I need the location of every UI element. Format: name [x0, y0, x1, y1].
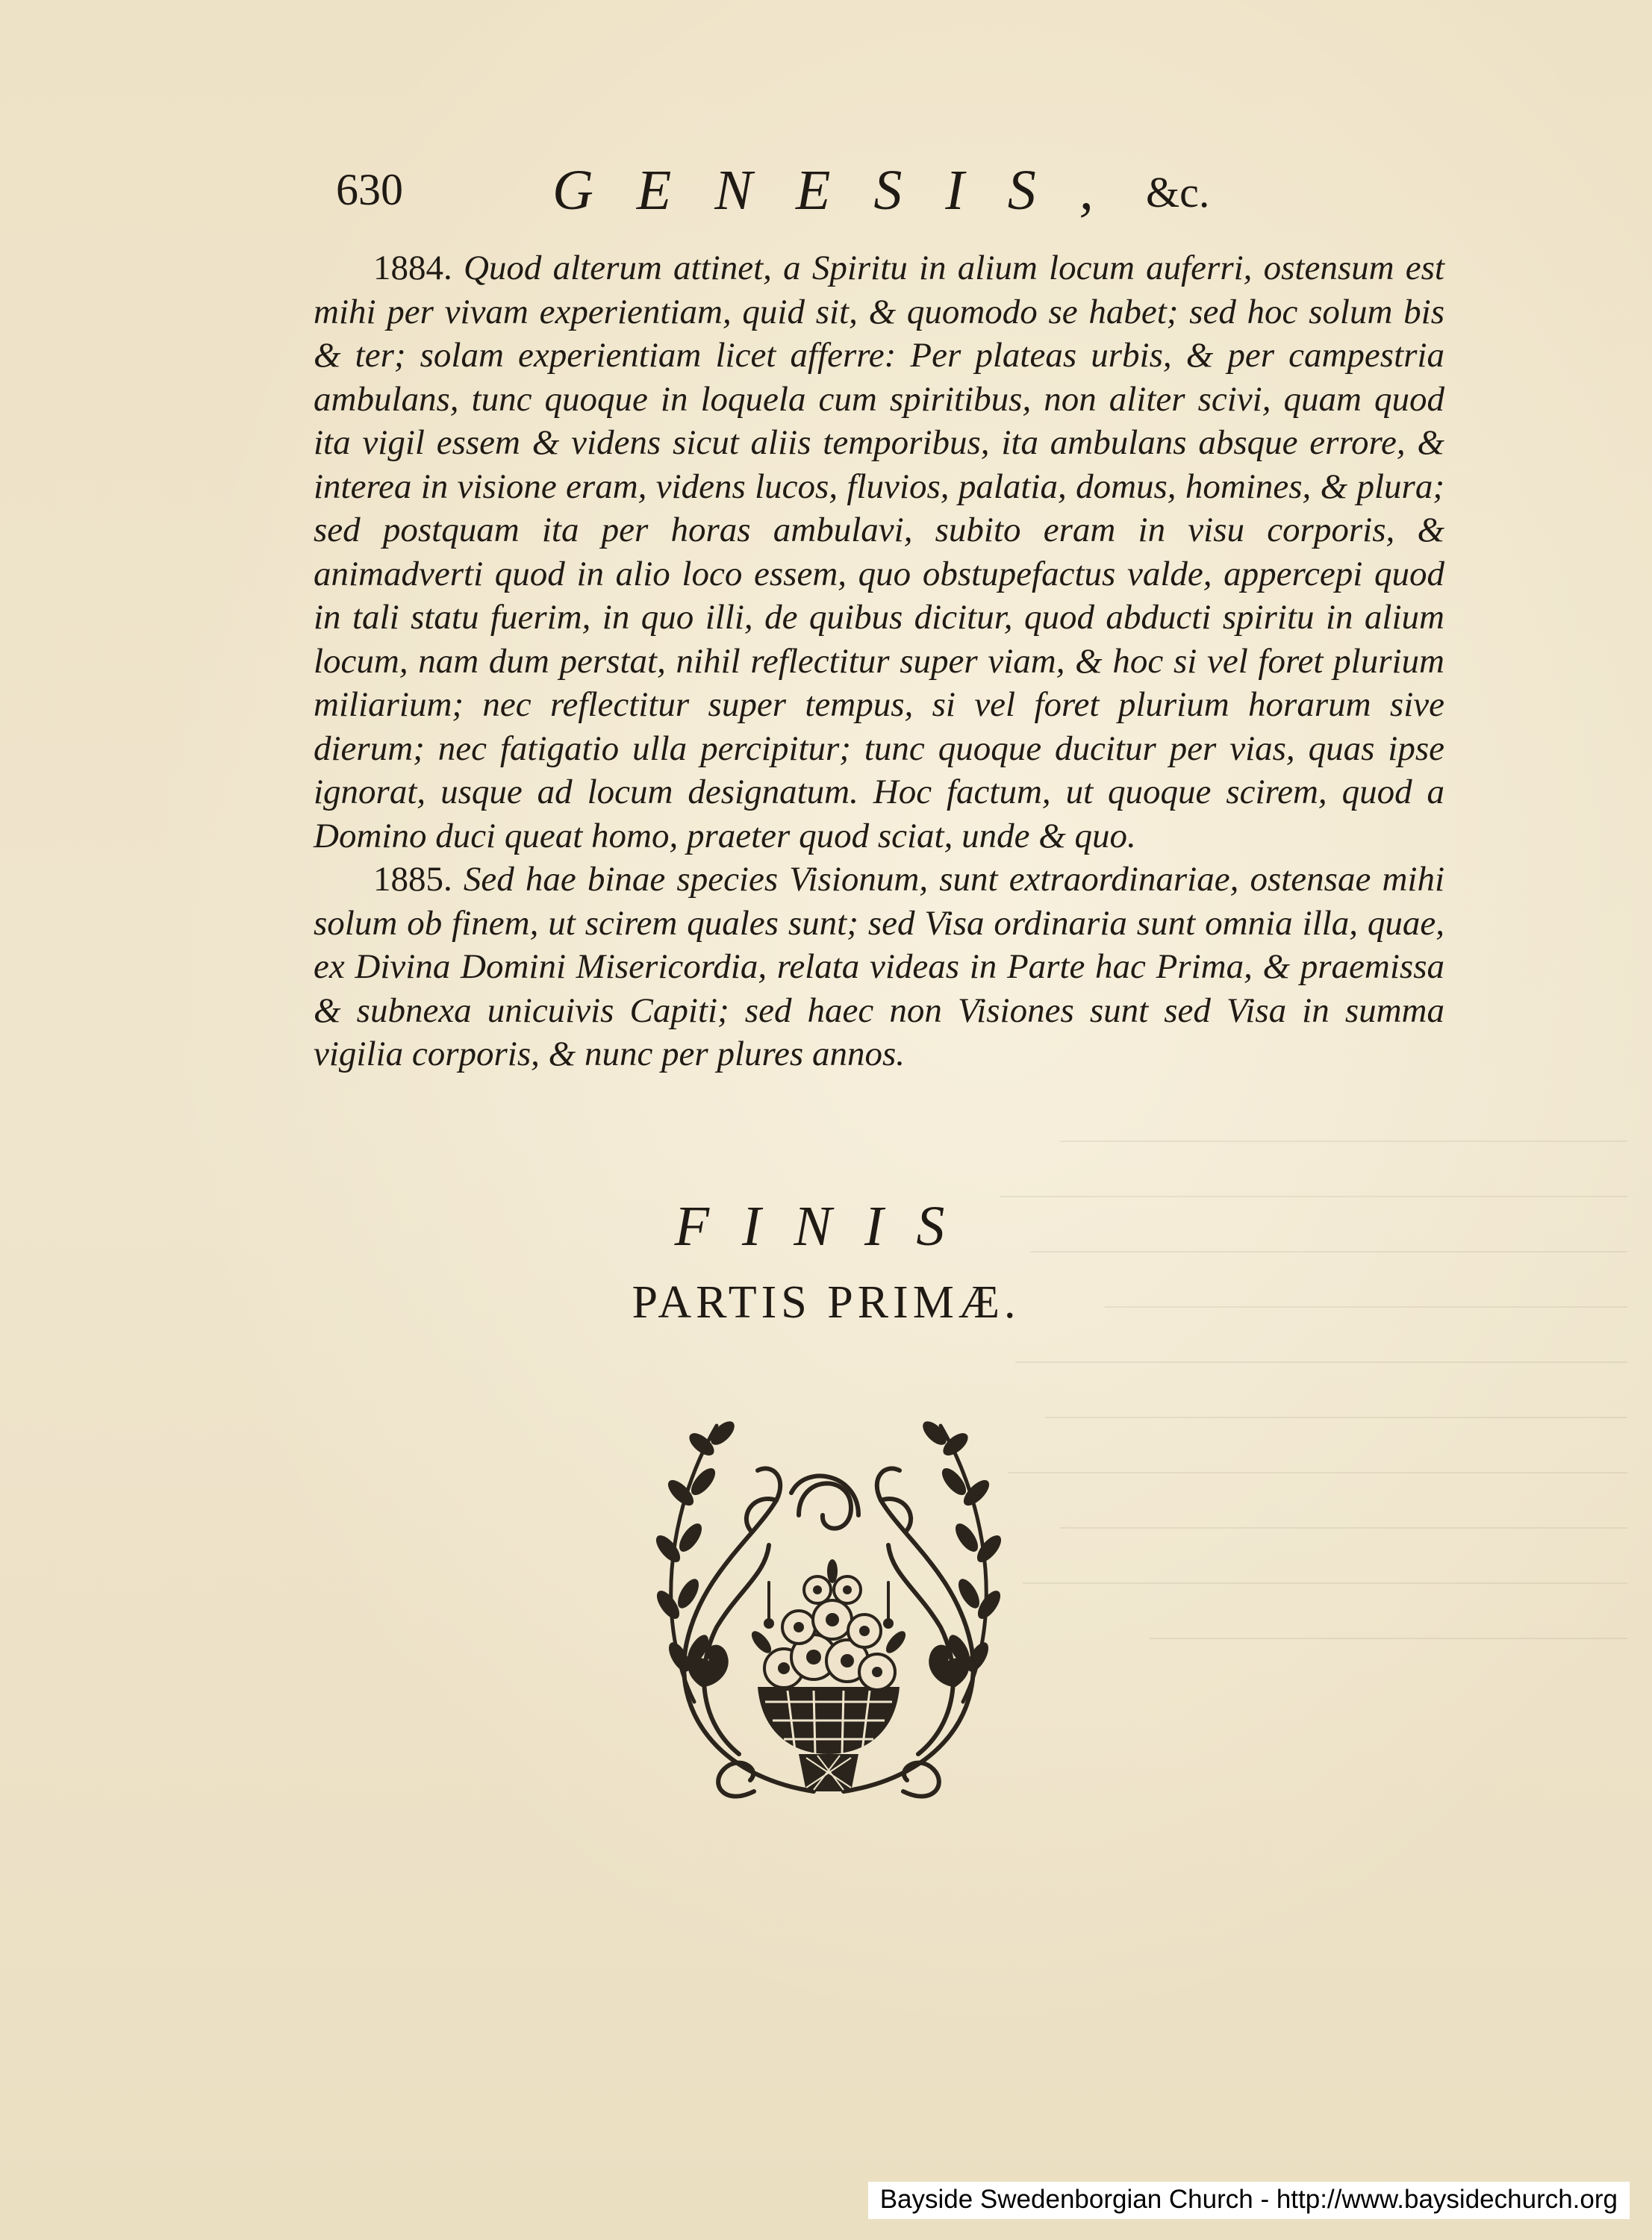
paragraph-text: Sed hae binae species Visionum, sunt extraordinariae, ostensae mihi solum ob finem, ut scirem quales sunt; sed Visa ordinaria sunt omnia illa, quae, ex Divina Domini Misericordia, relata videas in Parte hac Prima, & praemissa & subnexa unicuivis Capiti; sed haec non Visiones sunt sed Visa in summa vigilia corporis, & nunc per plures annos.	[314, 860, 1445, 1073]
running-title-etc: &c.	[1146, 168, 1210, 216]
paragraph-number: 1885.	[373, 860, 452, 899]
partis-primae-heading: PARTIS PRIMÆ.	[632, 1277, 1020, 1328]
page-number: 630	[336, 165, 403, 214]
running-title: GENESIS,	[552, 159, 1137, 222]
body-text	[314, 246, 1444, 1076]
site-credit-label: Bayside Swedenborgian Church - http://www.baysidechurch.org	[868, 2182, 1630, 2219]
running-header	[336, 149, 1232, 231]
finis-heading: FINIS	[674, 1195, 978, 1258]
paragraph-1885	[314, 858, 1444, 1076]
flower-basket-ornament	[627, 1403, 1030, 1836]
paragraph-1884	[314, 246, 1444, 858]
paragraph-number: 1884.	[373, 249, 452, 287]
paragraph-text: Quod alterum attinet, a Spiritu in alium locum auferri, ostensum est mihi per vivam experientiam, quid sit, & quomodo se habet; sed hoc solum bis & ter; solam experientiam licet afferre: Per plateas urbis, & per campestria ambulans, tunc quoque in loquela cum spiritibus, non aliter scivi, quam quod ita vigil essem & videns sicut aliis temporibus, ita ambulans absque errore, & interea in visione eram, videns lucos, fluvios, palatia, domus, homines, & plura; sed postquam ita per horas ambulavi, subito eram in visu corporis, & animadverti quod in alio loco essem, quo obstupefactus valde, appercepi quod in tali statu fuerim, in quo illi, de quibus dicitur, quod abducti spiritu in alium locum, nam dum perstat, nihil reflectitur super viam, & hoc si vel foret plurium miliarium; nec reflectitur super tempus, si vel foret plurium horarum sive dierum; nec fatigatio ulla percipitur; tunc quoque ducitur per vias, quas ipse ignorat, usque ad locum designatum. Hoc factum, ut quoque scirem, quod a Domino duci queat homo, praeter quod sciat, unde & quo.	[314, 249, 1444, 855]
